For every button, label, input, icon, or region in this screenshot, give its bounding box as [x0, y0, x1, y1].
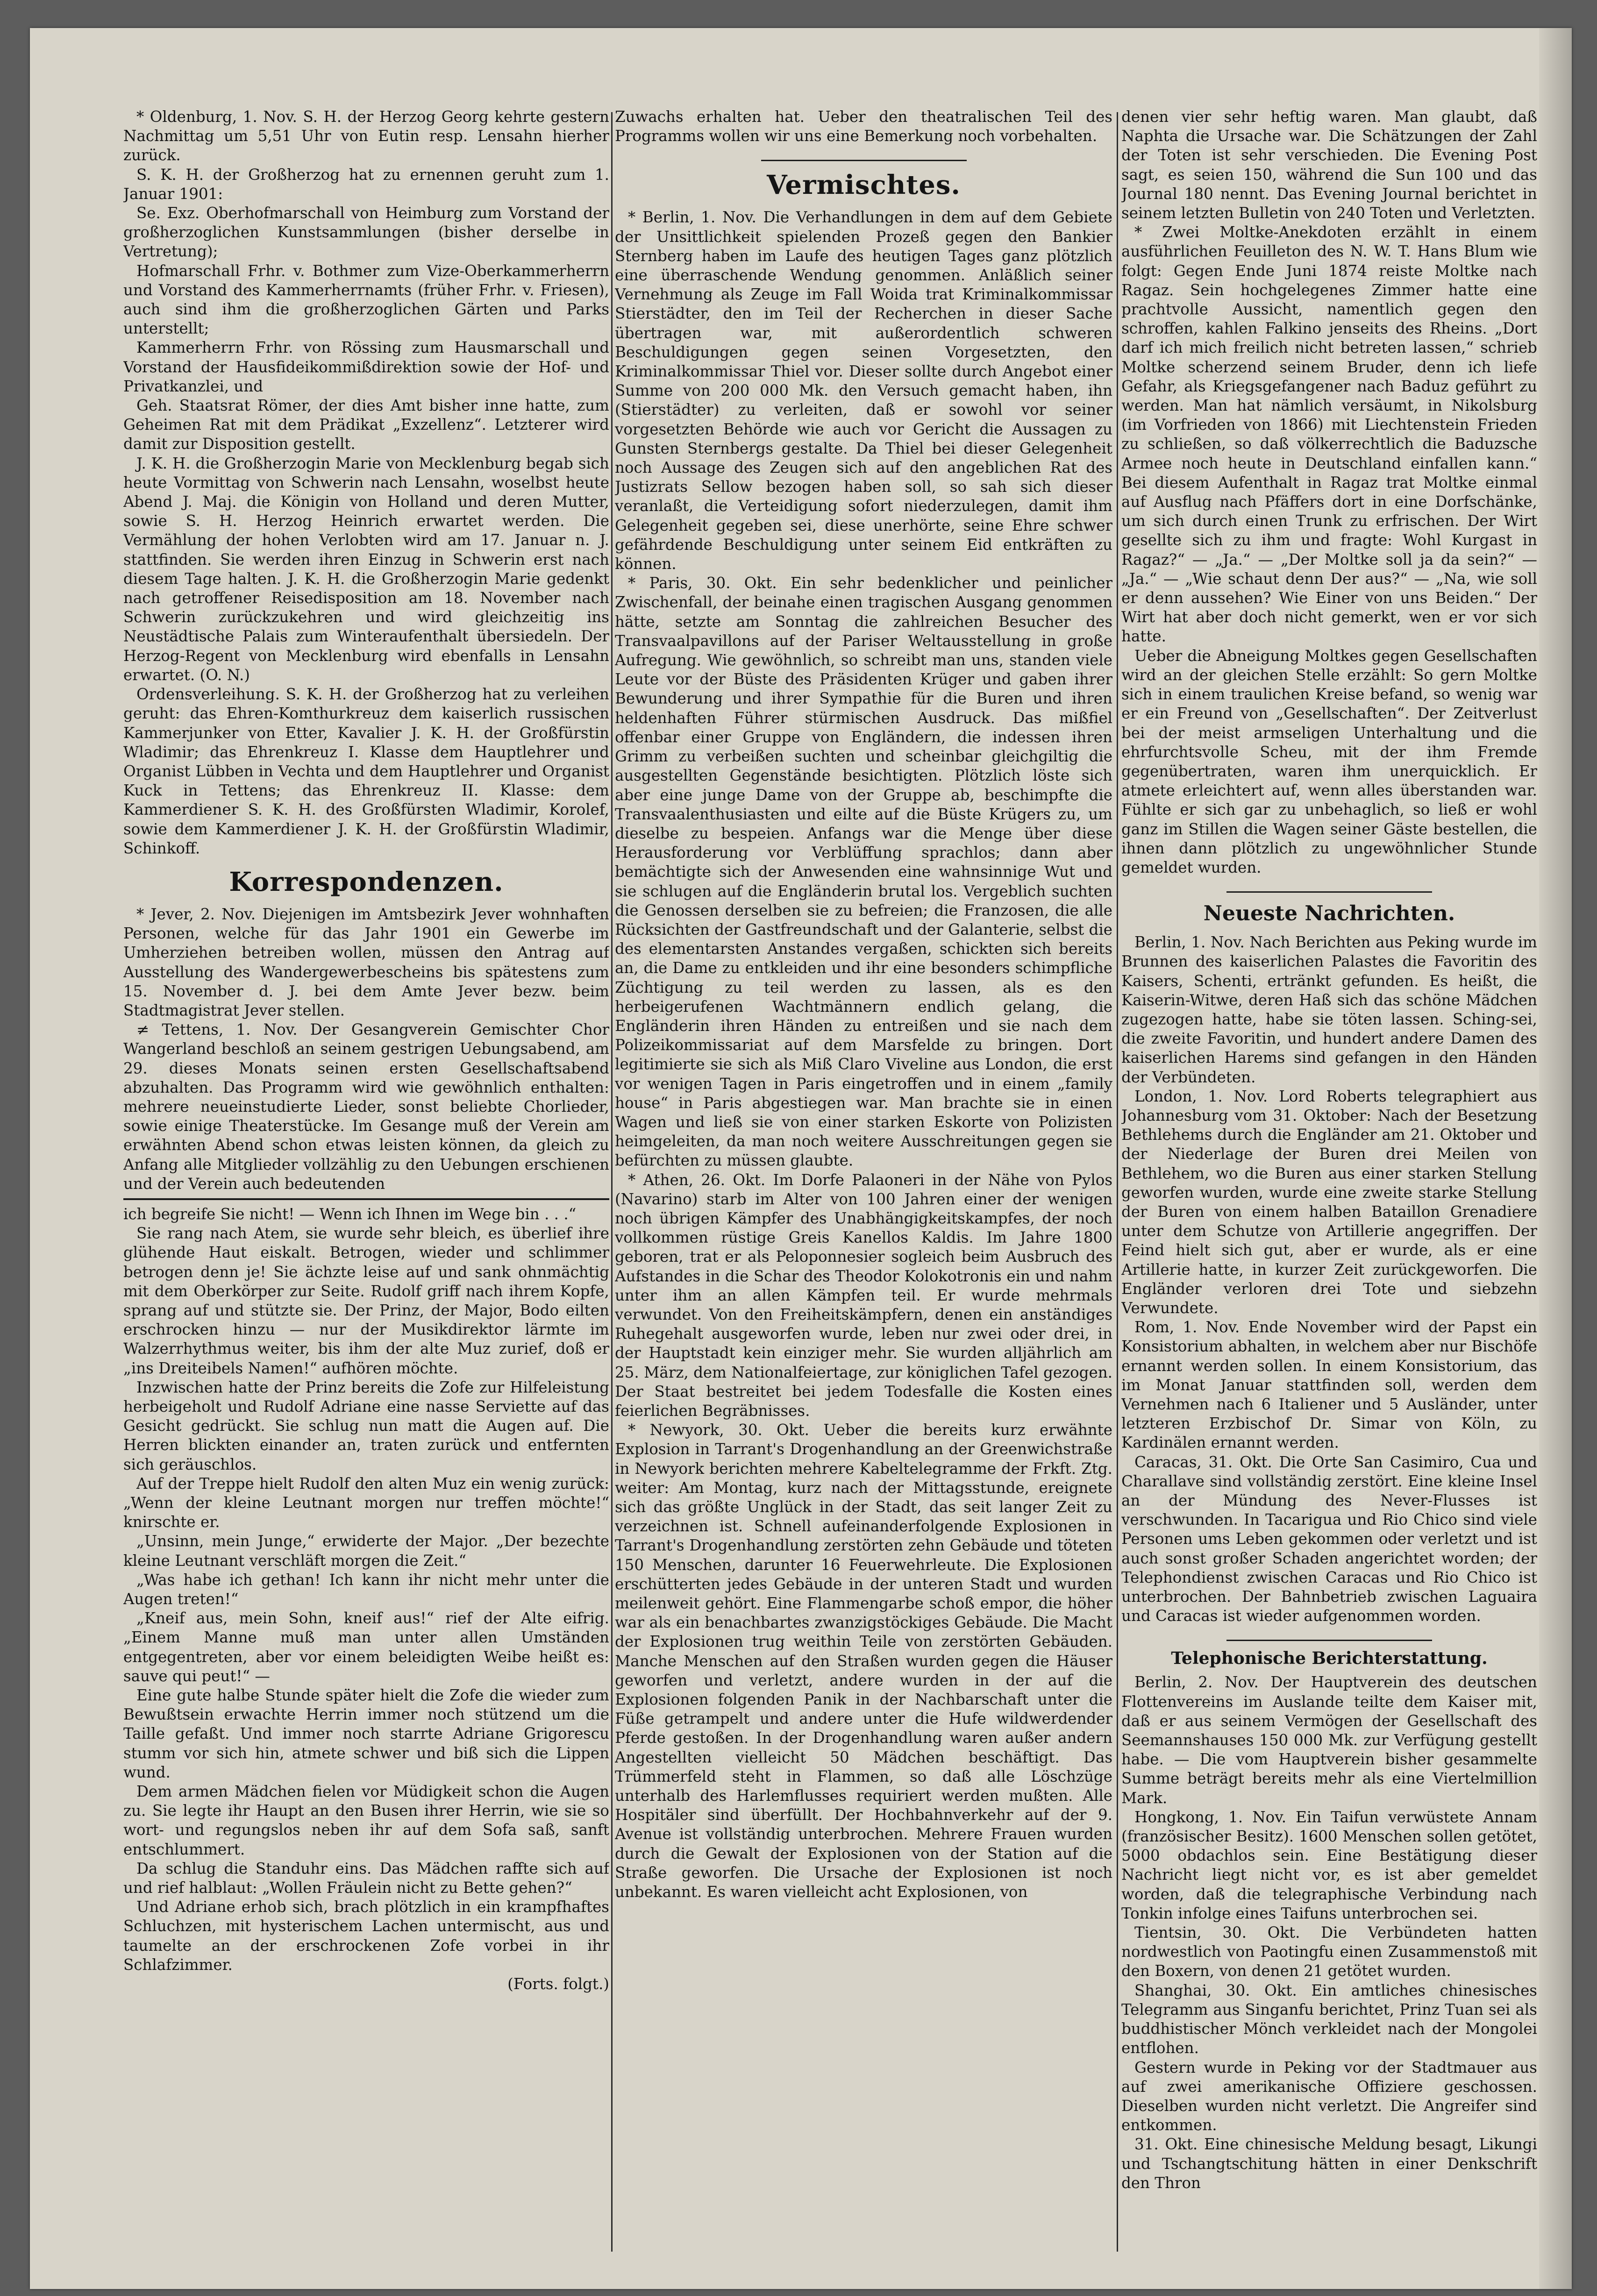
news-berlin-peking: Berlin, 1. Nov. Nach Berichten aus Peking wurde im Brunnen des kaiserlichen Palastes die Favoritin des Kaisers, Schenti, ertränkt gefunden. Es heißt, die Kaiserin-Witwe, deren Haß sich das schöne Mädchen zugezogen hatte, habe sie töten lassen. Sching-sei, die zweite Favoritin, und hundert andere Damen des kaiserlichen Harems sind gefangen in den Händen der Verbündeten. — [1121, 933, 1537, 1086]
news-ordensverleihung: Ordensverleihung. S. K. H. der Großherzog hat zu verleihen geruht: das Ehren-Komthurkreuz dem kaiserlich russischen Kammerjunker von Etter, Kavalier J. K. H. der Großfürstin Wladimir; das Ehrenkreuz I. Klasse dem Hauptlehrer und Organist Lübben in Vechta und dem Hauptlehrer und Organist Kuck in Tettens; das Ehrenkreuz II. Klasse: dem Kammerdiener S. K. H. des Großfürsten Wladimir, Korolef, sowie dem Kammerdiener J. K. H. der Großfürstin Wladimir, Schinkoff. — [123, 685, 609, 857]
column-rule-right — [1117, 112, 1118, 2252]
feuilleton-paragraph: „Was habe ich gethan! Ich kann ihr nicht mehr unter die Augen treten!“ — [123, 1571, 609, 1608]
news-london: London, 1. Nov. Lord Roberts telegraphiert aus Johannesburg vom 31. Oktober: Nach der Besetzung Bethlehems durch die Engländer am 21. Oktober und der Niederlage der Buren drei Meilen von Bethlehem, wo die Buren aus einer starken Stellung geworfen wurden, wurde eine zweite starke Stellung der Buren von einem halben Bataillon Grenadiere unter dem Schutze von Artillerie angegriffen. Der Feind hielt sich gut, aber er wurde, als er eine Artillerie hatte, in kurzer Zeit zurückgeworfen. Die Engländer verloren drei Tote und siebzehn Verwundete. — [1121, 1087, 1537, 1317]
feuilleton-paragraph: Inzwischen hatte der Prinz bereits die Zofe zur Hilfeleistung herbeigeholt und Rudolf Adriane eine nasse Serviette auf das Gesicht gedrückt. Sie schlug nun matt die Augen auf. Die Herren blickten einander an, traten zurück und entfernten sich geräuschlos. — [123, 1378, 609, 1473]
news-caracas: Caracas, 31. Okt. Die Orte San Casimiro, Cua und Charallave sind vollständig zerstört. Eine kleine Insel an der Mündung des Never-Flusses ist verschwunden. In Tacarigua und Rio Chico sind viele Personen ums Leben gekommen oder verletzt und ist auch sonst großer Schaden angerichtet worden; der Telephondienst zwischen Caracas und Rio Chico ist unterbrochen. Der Bahnbetrieb zwischen Laguaira und Caracas ist wieder aufgenommen worden. — [1121, 1453, 1537, 1625]
section-divider — [761, 160, 967, 161]
news-moltke: * Zwei Moltke-Anekdoten erzählt in einem ausführlichen Feuilleton des N. W. T. Hans Blum wie folgt: Gegen Ende Juni 1874 reiste Moltke nach Ragaz. Sein hochgelegenes Zimmer hatte eine prachtvolle Aussicht, namentlich gegen den schroffen, kahlen Falkino jenseits des Rheins. „Dort darf ich mich freilich nicht betreten lassen,“ schrieb Moltke scherzend seinem Bruder, denn ich liefe Gefahr, als Kriegsgefangener nach Baduz geführt zu werden. Man hat nämlich versäumt, in Nikolsburg (im Vorfrieden von 1866) mit Liechtenstein Frieden zu schließen, so daß völkerrechtlich die Baduzsche Armee noch heute in Deutschland einfallen kann.“ Bei diesem Aufenthalt in Ragaz trat Moltke einmal auf Ausflug nach Pfäffers dort in eine Dorfschänke, um sich durch einen Trunk zu erfrischen. Der Wirt gesellte sich zu ihm und fragte: Wohl Kurgast in Ragaz?“ — „Ja.“ — „Der Moltke soll ja da sein?“ — „Ja.“ — „Wie schaut denn Der aus?“ — „Na, wie soll er denn aussehen? Wie Einer von uns Beiden.“ Der Wirt hat aber doch nicht gemerkt, wen er vor sich hatte. — [1121, 223, 1537, 646]
column-right — [1121, 107, 1537, 2256]
news-tientsin: Tientsin, 30. Okt. Die Verbündeten hatten nordwestlich von Paotingfu einen Zusammenstoß mit den Boxern, von denen 21 getötet wurden. — [1121, 1924, 1537, 1980]
news-paragraph: Se. Exz. Oberhofmarschall von Heimburg zum Vorstand der großherzoglichen Kunstsammlungen (bisher derselbe in Vertretung); — [123, 204, 609, 261]
feuilleton-paragraph: „Kneif aus, mein Sohn, kneif aus!“ rief der Alte eifrig. „Einem Manne muß man unter allen Umständen entgegentreten, aber vor einem beleidigten Weibe heißt es: sauve qui peut!“ — — [123, 1609, 609, 1685]
news-peking: Gestern wurde in Peking vor der Stadtmauer aus auf zwei amerikanische Offiziere geschossen. Dieselben wurden nicht verletzt. Die Angreifer sind entkommen. — [1121, 2058, 1537, 2134]
column-middle — [615, 107, 1112, 2256]
column-rule-left — [611, 112, 613, 2252]
news-jever: * Jever, 2. Nov. Diejenigen im Amtsbezirk Jever wohnhaften Personen, welche für das Jahr 1901 ein Gewerbe im Umherziehen betreiben wollen, müssen den Antrag auf Ausstellung des Wandergewerbescheins bis spätestens zum 15. November d. J. bei dem Amte Jever bezw. beim Stadtmagistrat Jever stellen. — [123, 905, 609, 1019]
page-edge-shadow — [1539, 28, 1572, 2289]
newspaper-page — [30, 28, 1572, 2289]
news-paragraph: Geh. Staatsrat Römer, der dies Amt bisher inne hatte, zum Geheimen Rat mit dem Prädikat „Exzellenz“. Letzterer wird damit zur Disposition gestellt. — [123, 397, 609, 453]
news-newyork: * Newyork, 30. Okt. Ueber die bereits kurz erwähnte Explosion in Tarrant's Drogenhandlung an der Greenwichstraße in Newyork berichten mehrere Kabeltelegramme der Frkft. Ztg. weiter: Am Montag, kurz nach der Mittagsstunde, ereignete sich das größte Unglück in der Stadt, das seit langer Zeit zu verzeichnen ist. Schnell aufeinanderfolgende Explosionen in Tarrant's Drogenhandlung zerstörten zehn Gebäude und töteten 150 Menschen, darunter 16 Feuerwehrleute. Die Explosionen erschütterten jedes Gebäude in der unteren Stadt und wurden meilenweit gehört. Eine Flammengarbe schoß empor, die höher war als ein benachbartes zwanzigstöckiges Gebäude. Die Macht der Explosionen trug weithin Teile von zerstörten Gebäuden. Manche Menschen auf den Straßen wurden gegen die Häuser geworfen und verletzt, andere wurden in der auf die Explosionen folgenden Panik in der Nachbarschaft unter die Füße getrampelt und andere unter die Hufe wildwerdender Pferde gestoßen. In der Drogenhandlung waren außer andern Angestellten vielleicht 50 Mädchen beschäftigt. Das Trümmerfeld steht in Flammen, so daß alle Löschzüge unterhalb des Harlemflusses requiriert werden mußten. Alle Hospitäler sind überfüllt. Der Hochbahnverkehr auf der 9. Avenue ist vollständig unterbrochen. Mehrere Frauen wurden durch die Gewalt der Explosionen von der Station auf die Straße geworfen. Die Ursache der Explosionen ist noch unbekannt. Es waren vielleicht acht Explosionen, von — [615, 1421, 1112, 1901]
news-paragraph: S. K. H. der Großherzog hat zu ernennen geruht zum 1. Januar 1901: — [123, 165, 609, 203]
news-paragraph: Hofmarschall Frhr. v. Bothmer zum Vize-Oberkammerherrn und Vorstand des Kammerherrnamts (früher Frhr. v. Friesen), auch sind ihm die großherzoglichen Gärten und Parks unterstellt; — [123, 262, 609, 338]
news-rom: Rom, 1. Nov. Ende November wird der Papst ein Konsistorium abhalten, in welchem aber nur Bischöfe ernannt werden sollen. In einem Konsistorium, das im Monat Januar stattfinden soll, werden dem Vernehmen nach 6 Italiener und 5 Ausländer, unter letzteren Erzbischof Dr. Simar von Köln, zu Kardinälen ernannt werden. — [1121, 1318, 1537, 1452]
section-divider — [1226, 1640, 1432, 1641]
news-china-denkschrift: 31. Okt. Eine chinesische Meldung besagt, Likungi und Tschangtschitung hätten in einer Denkschrift den Thron — [1121, 2135, 1537, 2192]
news-berlin: * Berlin, 1. Nov. Die Verhandlungen in dem auf dem Gebiete der Unsittlichkeit spielenden Prozeß gegen den Bankier Sternberg haben im Laufe des heutigen Tages ganz plötzlich eine überraschende Wendung genommen. Anläßlich seiner Vernehmung als Zeuge im Fall Woida trat Kriminalkommissar Stierstädter, den im Teil der Recherchen in dieser Sache übertragen war, mit außerordentlich schweren Beschuldigungen gegen seinen Vorgesetzten, den Kriminalkommissar Thiel vor. Dieser sollte durch Angebot einer Summe von 200 000 Mk. den Versuch gemacht haben, ihn (Stierstädter) zu verleiten, daß er sowohl vor seiner vorgesetzten Behörde wie auch vor Gericht die Aussagen zu Gunsten Sternbergs gestalte. Da Thiel bei dieser Gelegenheit noch Aussage des Zeugen sich auf den angeblichen Rat des Justizrats Sellow bezogen haben soll, so sah sich dieser veranlaßt, die Verteidigung sofort niederzulegen, damit ihm Gelegenheit gegeben sei, diese unerhörte, seine Ehre schwer gefährdende Beschuldigung unter seinem Eid entkräften zu können. — [615, 208, 1112, 573]
feuilleton-paragraph: Eine gute halbe Stunde später hielt die Zofe die wieder zum Bewußtsein erwachte Herrin immer noch stützend um die Taille gefaßt. Und immer noch starrte Adriane Grigorescu stumm vor sich hin, atmete schwer und biß sich die Lippen wund. — [123, 1686, 609, 1781]
feuilleton-paragraph: Dem armen Mädchen fielen vor Müdigkeit schon die Augen zu. Sie legte ihr Haupt an den Busen ihrer Herrin, wie sie so wort- und regungslos neben ihr auf dem Sofa saß, sanft entschlummert. — [123, 1783, 609, 1858]
feuilleton-paragraph: Und Adriane erhob sich, brach plötzlich in ein krampfhaftes Schluchzen, mit hysterischem Lachen untermischt, aus und taumelte an der erschrockenen Zofe vorbei in ihr Schlafzimmer. — [123, 1898, 609, 1974]
feuilleton-paragraph: Sie rang nach Atem, sie wurde sehr bleich, es überlief ihre glühende Haut eiskalt. Betrogen, wieder und schlimmer betrogen denn je! Sie ächzte leise auf und sank ohnmächtig mit dem Oberkörper zur Seite. Rudolf griff nach ihrem Kopfe, sprang auf und stützte sie. Der Prinz, der Major, Bodo eilten erschrocken hinzu — nur der Musikdirektor lärmte im Walzerrhythmus weiter, bis ihm der alte Muz zurief, doß er „ins Dreiteibels Namen!“ aufhören möchte. — [123, 1224, 609, 1377]
news-paragraph: J. K. H. die Großherzogin Marie von Mecklenburg begab sich heute Vormittag von Schwerin nach Lensahn, woselbst heute Abend J. Maj. die Königin von Holland und deren Mutter, sowie S. H. Herzog Heinrich erwartet werden. Die Vermählung der hohen Verlobten wird am 17. Januar n. J. stattfinden. Sie werden ihren Einzug in Schwerin erst nach diesem Tage halten. J. K. H. die Großherzogin Marie gedenkt nach getroffener Reisedisposition am 18. November nach Schwerin zurückzukehren und wird gleichzeitig ins Neustädtische Palais zum Winteraufenthalt übersiedeln. Der Herzog-Regent von Mecklenburg wird ebenfalls in Lensahn erwartet. (O. N.) — [123, 454, 609, 684]
column-left — [123, 107, 609, 2256]
news-paragraph: Kammerherrn Frhr. von Rössing zum Hausmarschall und Vorstand der Hausfideikommißdirektion sowie der Hof- und Privatkanzlei, und — [123, 339, 609, 395]
news-paris: * Paris, 30. Okt. Ein sehr bedenklicher und peinlicher Zwischenfall, der beinahe einen tragischen Ausgang genommen hätte, setzte am Sonntag die zahlreichen Besucher des Transvaalpavillons auf der Pariser Weltausstellung in große Aufregung. Wie gewöhnlich, so schreibt man uns, standen viele Leute vor der Büste des Präsidenten Krüger und gaben ihrer Bewunderung und ihrer Sympathie für die Buren und ihren heldenhaften Führer stürmischen Ausdruck. Das mißfiel offenbar einer Gruppe von Engländern, die indessen ihren Grimm zu verbeißen suchten und scheinbar gleichgiltig die ausgestellten Gegenstände besichtigten. Plötzlich löste sich aber eine junge Dame von der Gruppe ab, beschimpfte die Transvaalenthusiasten und eilte auf die Büste Krügers zu, um dieselbe zu bespeien. Anfangs war die Menge über diese Herausforderung vor Verblüffung sprachlos; dann aber bemächtigte sich der Anwesenden eine wahnsinnige Wut und sie schlugen auf die Engländerin brutal los. Vergeblich suchten die Genossen derselben sie zu befreien; die Franzosen, die alle Rücksichten der Gastfreundschaft und der Galanterie, selbst die des elementarsten Anstandes vergaßen, schickten sich bereits an, die Dame zu entkleiden und ihr eine besonders schimpfliche Züchtigung zu teil werden zu lassen, als es den herbeigerufenen Wachtmännern endlich gelang, die Engländerin ihren Händen zu entreißen und sie nach dem Polizeikommissariat auf dem Marsfelde zu bringen. Dort legitimierte sie sich als Miß Claro Viveline aus London, die erst vor wenigen Tagen in Paris eingetroffen und in einem „family house“ in Paris abgestiegen war. Man brachte sie in einen Wagen und ließ sie von einer starken Eskorte von Polizisten heimgeleiten, da man noch weitere Ausschreitungen gegen sie befürchten zu müssen glaubte. — [615, 574, 1112, 1170]
section-heading-korrespondenzen: Korrespondenzen. — [229, 866, 504, 897]
section-heading-telephonische-berichterstattung: Telephonische Berichterstattung. — [1171, 1649, 1488, 1669]
feuilleton-paragraph: Auf der Treppe hielt Rudolf den alten Muz ein wenig zurück: „Wenn der kleine Leutnant morgen nur treffen möchte!“ knirschte er. — [123, 1474, 609, 1531]
news-continuation: denen vier sehr heftig waren. Man glaubt, daß Naphta die Ursache war. Die Schätzungen der Zahl der Toten ist sehr verschieden. Die Evening Post sagt, es seien 150, während die Sun 100 und das Journal 180 nennt. Das Evening Journal berichtet in seinem letzten Bulletin von 240 Toten und Verletzten. — [1121, 108, 1537, 222]
section-heading-neueste-nachrichten: Neueste Nachrichten. — [1203, 902, 1455, 926]
section-heading-vermischtes: Vermischtes. — [767, 170, 961, 201]
news-hongkong: Hongkong, 1. Nov. Ein Taifun verwüstete Annam (französischer Besitz). 1600 Menschen sollen getötet, 5000 obdachlos sein. Eine Bestätigung dieser Nachricht liegt nicht vor, es ist aber gemeldet worden, daß die telegraphische Verbindung nach Tonkin infolge eines Taifuns unterbrochen sei. — [1121, 1808, 1537, 1922]
feuilleton-paragraph: ich begreife Sie nicht! — Wenn ich Ihnen im Wege bin . . .“ — [123, 1205, 577, 1223]
news-moltke-second: Ueber die Abneigung Moltkes gegen Gesellschaften wird an der gleichen Stelle erzählt: So gern Moltke sich in einem traulichen Kreise befand, so wenig war er ein Freund von „Gesellschaften“. Der Zeitverlust bei der meist armseligen Unterhaltung und die ehrfurchtsvolle Scheu, mit der ihm Fremde gegenübertraten, waren ihm unerquicklich. Er atmete erleichtert auf, wenn alles überstanden war. Fühlte er sich gar zu unbehaglich, so ließ er wohl ganz im Stillen die Wagen seiner Gäste bestellen, die ihnen dann plötzlich zu ungewöhnlicher Stunde gemeldet wurden. — [1121, 647, 1537, 876]
continuation-note: (Forts. folgt.) — [507, 1975, 609, 1993]
news-tettens: ≠ Tettens, 1. Nov. Der Gesangverein Gemischter Chor Wangerland beschloß an seinem gestrigen Uebungsabend, am 29. dieses Monats seinen ersten Gesellschaftsabend abzuhalten. Das Programm wird wie gewöhnlich enthalten: mehrere neueinstudierte Lieder, sonst beliebte Chorlieder, sowie einige Theaterstücke. Im Gesange muß der Verein am erwähnten Abend schon etwas leisten können, da gleich zu Anfang alle Mitglieder vollzählig zu den Uebungen erschienen und der Verein auch bedeutenden — [123, 1021, 609, 1193]
news-oldenburg: * Oldenburg, 1. Nov. S. H. der Herzog Georg kehrte gestern Nachmittag um 5,51 Uhr von Eutin resp. Lensahn hierher zurück. — [123, 108, 609, 164]
feuilleton-divider — [123, 1198, 609, 1200]
section-divider — [1226, 891, 1432, 893]
news-athen: * Athen, 26. Okt. Im Dorfe Palaoneri in der Nähe von Pylos (Navarino) starb im Alter von 100 Jahren einer der wenigen noch übrigen Kämpfer des Unabhängigkeitskampfes, der noch vollkommen rüstige Greis Kanellos Kaldis. Im Jahre 1800 geboren, trat er als Peloponnesier sogleich beim Ausbruch des Aufstandes in die Schar des Theodor Kolokotronis ein und nahm unter ihm an allen Kämpfen teil. Er wurde mehrmals verwundet. Von den Freiheitskämpfern, denen ein anständiges Ruhegehalt ausgeworfen wurde, leben nur zwei oder drei, in der Hauptstadt kein einziger mehr. Sie wurden alljährlich am 25. März, dem Nationalfeiertage, zur königlichen Tafel gezogen. Der Staat bestreitet bei jedem Todesfalle die Kosten eines feierlichen Begräbnisses. — [615, 1171, 1112, 1420]
news-continuation: Zuwachs erhalten hat. Ueber den theatralischen Teil des Programms wollen wir uns eine Bemerkung noch vorbehalten. — [615, 108, 1112, 145]
feuilleton-paragraph: „Unsinn, mein Junge,“ erwiderte der Major. „Der bezechte kleine Leutnant verschläft morgen die Zeit.“ — [123, 1532, 609, 1570]
news-berlin-flottenverein: Berlin, 2. Nov. Der Hauptverein des deutschen Flottenvereins im Auslande teilte dem Kaiser mit, daß er aus seinem Vermögen der Gesellschaft des Seemannshauses 150 000 Mk. zur Verfügung gestellt habe. — Die vom Hauptverein bisher gesammelte Summe beträgt bereits mehr als eine Viertelmillion Mark. — [1121, 1673, 1537, 1807]
news-shanghai: Shanghai, 30. Okt. Ein amtliches chinesisches Telegramm aus Singanfu berichtet, Prinz Tuan sei als buddhistischer Mönch verkleidet nach der Mongolei entflohen. — [1121, 1981, 1537, 2057]
feuilleton-paragraph: Da schlug die Standuhr eins. Das Mädchen raffte sich auf und rief halblaut: „Wollen Fräulein nicht zu Bette gehen?“ — [123, 1859, 609, 1897]
